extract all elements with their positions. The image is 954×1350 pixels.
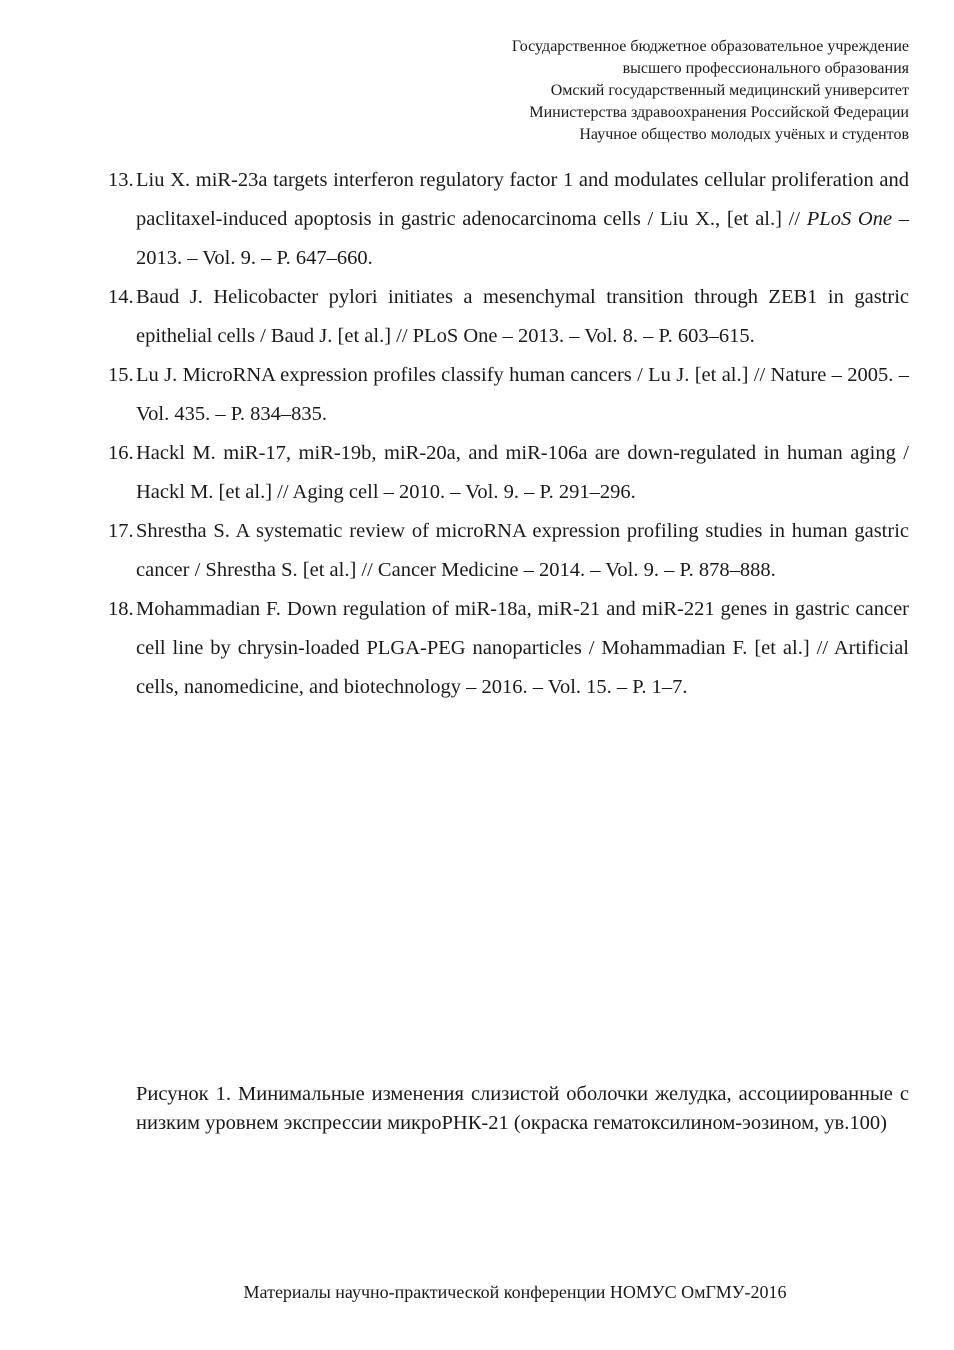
reference-item [108,278,909,356]
reference-number: 18. [108,598,134,620]
figure-caption: Рисунок 1. Минимальные изменения слизистой оболочки желудка, ассоциированные с низким уровнем экспрессии микроРНК-21 (окраска гематоксилином-эозином, ув.100) [136,1083,909,1134]
reference-number: 14. [108,286,134,308]
header-line: Омский государственный медицинский университет [550,82,909,99]
reference-number: 13. [108,169,134,191]
reference-item [108,434,909,512]
reference-text-part: – 2013. – Vol. 9. – P. 647–660. [136,208,910,269]
header-line: Министерства здравоохранения Российской Федерации [529,104,909,121]
reference-item [108,356,909,434]
reference-text: Hackl M. miR-17, miR-19b, miR-20a, and miR-106a are down-regulated in human aging / Hackl M. [et al.] // Aging cell – 2010. – Vol. 9. – P. 291–296. [136,442,909,503]
reference-item [108,161,909,278]
journal-title: PLoS One [806,208,893,230]
reference-text-part: Liu X. miR-23a targets interferon regulatory factor 1 and modulates cellular proliferation and paclitaxel-induced apoptosis in gastric adenocarcinoma cells / Liu X., [et al.] // [136,169,909,230]
reference-number: 17. [108,520,134,542]
header-line: Научное общество молодых учёных и студентов [579,126,909,143]
reference-list [108,161,909,707]
header-line: Государственное бюджетное образовательное учреждение [511,38,909,55]
institution-header [309,36,909,146]
reference-text: Lu J. MicroRNA expression profiles classify human cancers / Lu J. [et al.] // Nature – 2005. – Vol. 435. – P. 834–835. [136,364,909,425]
header-line: высшего профессионального образования [622,60,909,77]
reference-number: 16. [108,442,134,464]
reference-number: 15. [108,364,134,386]
reference-item [108,590,909,707]
reference-item [108,512,909,590]
reference-text [136,161,909,278]
reference-text: Shrestha S. A systematic review of microRNA expression profiling studies in human gastric cancer / Shrestha S. [et al.] // Cancer Medicine – 2014. – Vol. 9. – P. 878–888. [136,520,909,581]
page-footer: Материалы научно-практической конференции НОМУС ОмГМУ-2016 [243,1282,787,1302]
reference-text: Baud J. Helicobacter pylori initiates a mesenchymal transition through ZEB1 in gastric epithelial cells / Baud J. [et al.] // PLoS One – 2013. – Vol. 8. – P. 603–615. [136,286,909,347]
reference-text: Mohammadian F. Down regulation of miR-18a, miR-21 and miR-221 genes in gastric cancer cell line by chrysin-loaded PLGA-PEG nanoparticles / Mohammadian F. [et al.] // Artificial cells, nanomedicine, and biotechnology – 2016. – Vol. 15. – P. 1–7. [136,598,909,698]
